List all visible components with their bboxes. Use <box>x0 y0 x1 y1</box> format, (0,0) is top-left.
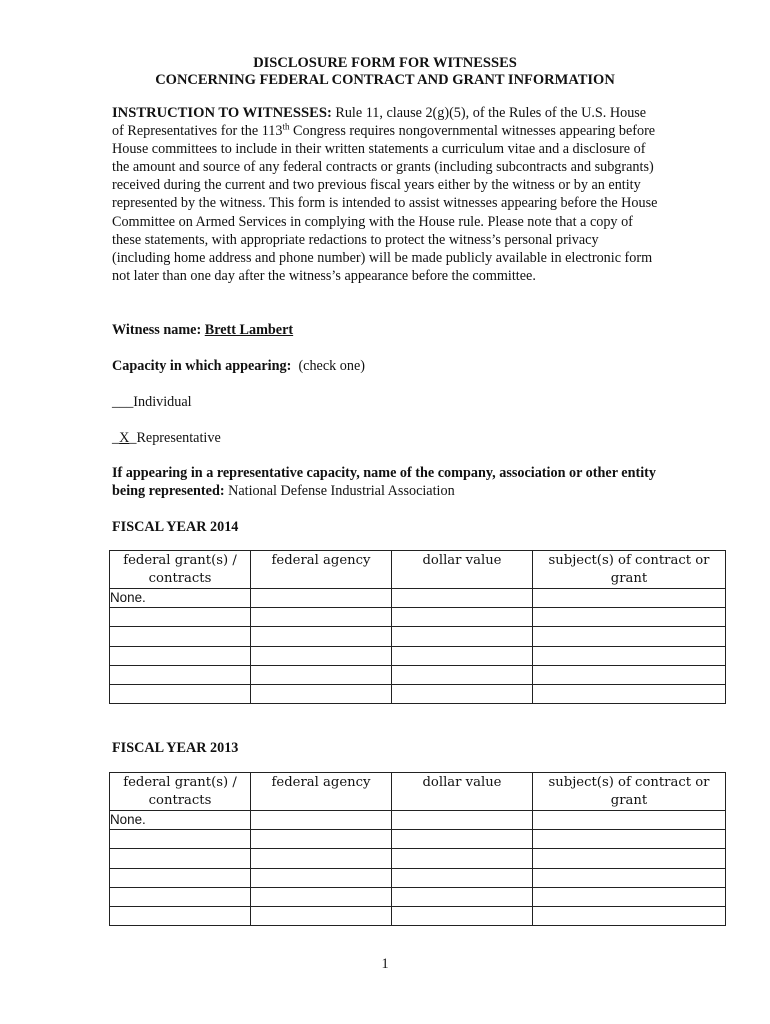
instruction-sup: th <box>282 121 290 132</box>
table-cell[interactable] <box>533 684 726 703</box>
table-cell[interactable] <box>251 684 392 703</box>
table-row <box>110 830 726 849</box>
table-row <box>110 887 726 906</box>
table-cell[interactable] <box>392 646 533 665</box>
capacity-label: Capacity in which appearing: <box>112 358 292 374</box>
option-individual[interactable] <box>112 393 192 411</box>
table-cell[interactable] <box>110 868 251 887</box>
table-row <box>110 868 726 887</box>
table-cell[interactable] <box>392 811 533 830</box>
witness-name-label: Witness name: <box>112 322 202 338</box>
table-cell[interactable] <box>110 906 251 925</box>
table-cell[interactable] <box>392 868 533 887</box>
col-header-dollar-value: dollar value <box>392 551 533 589</box>
table-cell[interactable] <box>533 627 726 646</box>
form-title-line1: DISCLOSURE FORM FOR WITNESSES <box>253 55 517 71</box>
table-cell[interactable] <box>110 646 251 665</box>
table-cell[interactable] <box>251 887 392 906</box>
table-row <box>110 627 726 646</box>
col-header-grants: federal grant(s) / contracts <box>110 551 251 589</box>
table-cell[interactable] <box>110 608 251 627</box>
represented-entity-value[interactable]: National Defense Industrial Association <box>228 483 455 499</box>
col-header-subject: subject(s) of contract or grant <box>533 551 726 589</box>
table-cell[interactable] <box>251 589 392 608</box>
table-cell[interactable] <box>110 684 251 703</box>
table-cell[interactable] <box>392 849 533 868</box>
table-header-row <box>110 551 726 589</box>
table-row <box>110 811 726 830</box>
table-row <box>110 646 726 665</box>
capacity-hint: (check one) <box>298 358 365 374</box>
witness-name-value[interactable]: Brett Lambert <box>204 322 294 338</box>
table-cell[interactable]: None. <box>110 589 251 608</box>
table-cell[interactable] <box>392 608 533 627</box>
col-header-dollar-value: dollar value <box>392 773 533 811</box>
table-cell[interactable]: None. <box>110 811 251 830</box>
table-cell[interactable] <box>251 646 392 665</box>
individual-checkmark[interactable]: ___ <box>112 394 134 410</box>
col-header-subject: subject(s) of contract or grant <box>533 773 726 811</box>
table-row <box>110 684 726 703</box>
table-cell[interactable] <box>533 646 726 665</box>
table-cell[interactable] <box>251 906 392 925</box>
fy2013-heading: FISCAL YEAR 2013 <box>112 740 239 756</box>
table-cell[interactable] <box>533 868 726 887</box>
table-cell[interactable] <box>251 627 392 646</box>
table-row <box>110 906 726 925</box>
instruction-text-a: Rule 11, clause 2(g)(5), of the Rules of the U.S. House of Representatives for the 113 <box>112 105 647 140</box>
page-number: 1 <box>381 956 389 972</box>
fy2013-table <box>109 772 726 926</box>
table-cell[interactable] <box>392 665 533 684</box>
table-cell[interactable] <box>251 868 392 887</box>
table-cell[interactable] <box>110 627 251 646</box>
represented-entity-paragraph <box>112 464 672 500</box>
table-cell[interactable] <box>392 906 533 925</box>
table-cell[interactable] <box>110 830 251 849</box>
individual-label: Individual <box>133 394 192 410</box>
fy2014-table <box>109 550 726 704</box>
representative-label: Representative <box>136 430 221 446</box>
table-cell[interactable] <box>533 811 726 830</box>
table-cell[interactable] <box>251 608 392 627</box>
table-cell[interactable] <box>533 665 726 684</box>
option-representative[interactable] <box>112 429 221 447</box>
representative-checkmark[interactable]: X <box>119 430 130 446</box>
table-cell[interactable] <box>392 887 533 906</box>
col-header-grants: federal grant(s) / contracts <box>110 773 251 811</box>
table-cell[interactable] <box>533 849 726 868</box>
table-cell[interactable] <box>110 849 251 868</box>
table-cell[interactable] <box>533 906 726 925</box>
table-row <box>110 849 726 868</box>
table-row <box>110 589 726 608</box>
table-cell[interactable] <box>251 830 392 849</box>
col-header-agency: federal agency <box>251 551 392 589</box>
instruction-text-b: Congress requires nongovernmental witnesses appearing before House committees to include in their written statements a curriculum vitae and a disclosure of the amount and source of any federal contracts or grants (including subcontracts and subgrants) received during the current and two previous fiscal years either by the witness or by an entity represented by the witness. This form is intended to assist witnesses appearing before the House Committee on Armed Services in complying with the House rule. Please note that a copy of these statements, with appropriate redactions to protect the witness’s personal privacy (including home address and phone number) will be made publicly available in electronic form not later than one day after the witness’s appearance before the committee. <box>112 123 658 284</box>
instruction-label: INSTRUCTION TO WITNESSES: <box>112 105 332 121</box>
witness-name-line <box>112 321 293 339</box>
table-cell[interactable] <box>392 684 533 703</box>
table-cell[interactable] <box>533 887 726 906</box>
representative-prefix: _ <box>112 430 120 446</box>
table-row <box>110 665 726 684</box>
table-cell[interactable] <box>251 665 392 684</box>
represented-entity-label: If appearing in a representative capacity, name of the company, association or other entity being represented: <box>112 465 656 499</box>
col-header-agency: federal agency <box>251 773 392 811</box>
representative-mid: _ <box>129 430 137 446</box>
table-cell[interactable] <box>251 811 392 830</box>
table-cell[interactable] <box>392 627 533 646</box>
table-cell[interactable] <box>533 830 726 849</box>
table-cell[interactable] <box>251 849 392 868</box>
fy2014-heading: FISCAL YEAR 2014 <box>112 519 239 535</box>
table-cell[interactable] <box>110 665 251 684</box>
form-title-line2: CONCERNING FEDERAL CONTRACT AND GRANT INFORMATION <box>155 72 615 88</box>
table-cell[interactable] <box>392 589 533 608</box>
table-cell[interactable] <box>110 887 251 906</box>
capacity-line <box>112 357 365 375</box>
table-header-row <box>110 773 726 811</box>
instruction-paragraph <box>112 104 658 285</box>
table-cell[interactable] <box>533 589 726 608</box>
table-cell[interactable] <box>392 830 533 849</box>
table-cell[interactable] <box>533 608 726 627</box>
table-row <box>110 608 726 627</box>
